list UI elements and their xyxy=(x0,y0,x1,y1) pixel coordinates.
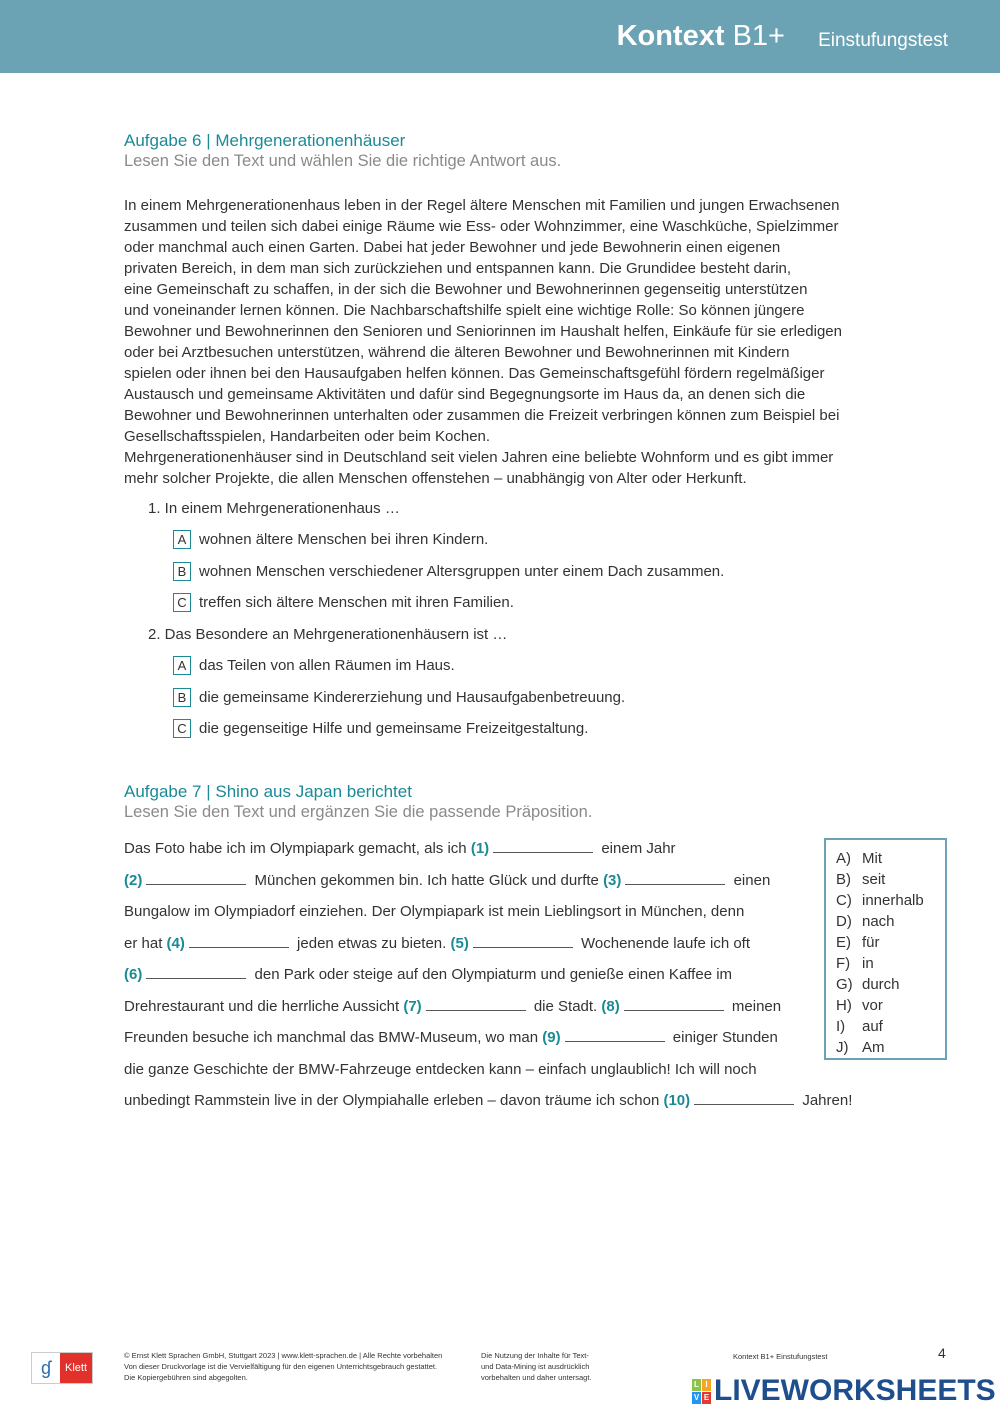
text-line: Austausch und gemeinsame Aktivitäten und dafür sind Begegnungsorte im Haus da, an denen sich die xyxy=(124,386,806,403)
checkbox[interactable]: B xyxy=(173,562,191,581)
blank-6[interactable] xyxy=(146,965,246,979)
text-line: oder manchmal auch einen Garten. Dabei hat jeder Bewohner und jede Bewohnerin einen eigenen xyxy=(124,239,781,256)
blank-9[interactable] xyxy=(565,1028,665,1042)
option-2c[interactable] xyxy=(173,719,588,738)
word-choice: A) Mit xyxy=(836,850,882,867)
text-line: spielen oder ihnen bei den Hausaufgaben helfen können. Das Gemeinschaftsgefühl fördern regelmäßiger xyxy=(124,365,825,382)
text-line: privaten Bereich, in dem man sich zurückziehen und entspannen kann. Die Grundidee besteht darin, xyxy=(124,260,792,277)
text-line: Mehrgenerationenhäuser sind in Deutschland seit vielen Jahren eine beliebte Wohnform und es gibt immer xyxy=(124,449,834,466)
word-choice: I) auf xyxy=(836,1018,883,1035)
word-choice: E) für xyxy=(836,934,880,951)
task7-instruction: Lesen Sie den Text und ergänzen Sie die passende Präposition. xyxy=(124,803,593,821)
word-choice: F) in xyxy=(836,955,874,972)
blank-2[interactable] xyxy=(146,871,246,885)
checkbox[interactable]: A xyxy=(173,530,191,549)
blank-10[interactable] xyxy=(694,1091,794,1105)
subtitle: Einstufungstest xyxy=(818,30,948,51)
text-line: Bewohner und Bewohnerinnen unterhalten oder zusammen die Freizeit verbringen können zum Beispiel bei xyxy=(124,407,840,424)
option-text: das Teilen von allen Räumen im Haus. xyxy=(199,657,455,674)
text-line: oder bei Arztbesuchen unterstützen, während die älteren Bewohner und Bewohnerinnen mit Kindern xyxy=(124,344,790,361)
word-choice: C) innerhalb xyxy=(836,892,924,909)
text-line: und voneinander lernen können. Die Nachbarschaftshilfe spielt eine wichtige Rolle: So können jüngere xyxy=(124,302,805,319)
word-choice: J) Am xyxy=(836,1039,885,1056)
word-choice: G) durch xyxy=(836,976,900,993)
copyright: © Ernst Klett Sprachen GmbH, Stuttgart 2023 | www.klett-sprachen.de | Alle Rechte vorbehalten Von dieser Druckvorlage ist die Vervielfältigung für den eigenen Unterrichtsgebrauch gestattet. Die Kopiergebühren sind abgegolten. xyxy=(124,1351,443,1382)
word-choice: H) vor xyxy=(836,997,883,1014)
task7-title: Aufgabe 7 | Shino aus Japan berichtet xyxy=(124,782,412,801)
word-choice: B) seit xyxy=(836,871,886,888)
option-text: wohnen Menschen verschiedener Altersgruppen unter einem Dach zusammen. xyxy=(199,563,725,580)
data-mining-notice: Die Nutzung der Inhalte für Text- und Data-Mining ist ausdrücklich vorbehalten und daher untersagt. xyxy=(481,1351,592,1382)
text-line: In einem Mehrgenerationenhaus leben in der Regel ältere Menschen mit Familien und jungen Erwachsenen xyxy=(124,197,840,214)
option-text: die gemeinsame Kindererziehung und Hausaufgabenbetreuung. xyxy=(199,689,626,706)
checkbox[interactable]: A xyxy=(173,656,191,675)
klett-logo: ɠ Klett xyxy=(31,1352,93,1384)
blank-5[interactable] xyxy=(473,934,573,948)
text-line: zusammen und teilen sich dabei einige Räume wie Ess- oder Wohnzimmer, eine Waschküche, Spielzimmer xyxy=(124,218,839,235)
blank-8[interactable] xyxy=(624,997,724,1011)
option-text: treffen sich ältere Menschen mit ihren Familien. xyxy=(199,594,514,611)
text-line: Bewohner und Bewohnerinnen den Senioren und Seniorinnen im Haushalt helfen, Einkäufe für sie erledigen xyxy=(124,323,842,340)
option-1c[interactable] xyxy=(173,593,514,612)
task6-text xyxy=(124,195,842,489)
blank-1[interactable] xyxy=(493,839,593,853)
option-1b[interactable] xyxy=(173,562,724,581)
text-line: mehr solcher Projekte, die allen Menschen offenstehen – unabhängig von Alter oder Herkunft. xyxy=(124,470,747,487)
option-text: die gegenseitige Hilfe und gemeinsame Freizeitgestaltung. xyxy=(199,720,589,737)
gap-text: Das Foto habe ich im Olympiapark gemacht, als ich (1) einem Jahr (2) München gekommen bin. Ich hatte Glück und durfte (3) einen Bungalow im Olympiadorf einziehen. Der Olympiapark ist mein Lieblingsort in München, denn er hat (4) jeden etwas zu bieten. (5) Wochenende laufe ich oft (6) den Park oder steige auf den Olympiaturm und genieße einen Kaffee im Drehrestaurant und die herrliche Aussicht (7) die Stadt. (8) meinen Freunden besuche ich manchmal das BMW-Museum, wo man (9) einiger Stunden die ganze Geschichte der BMW-Fahrzeuge entdecken kann – einfach unglaublich! Ich will noch unbedingt Rammstein live in der Olympiahalle erleben – davon träume ich schon (10) Jahren! xyxy=(124,840,853,1109)
checkbox[interactable]: B xyxy=(173,688,191,707)
option-2a[interactable] xyxy=(173,656,455,675)
text-line: Gesellschaftsspielen, Handarbeiten oder beim Kochen. xyxy=(124,428,491,445)
header-bar xyxy=(0,0,1000,73)
blank-7[interactable] xyxy=(426,997,526,1011)
checkbox[interactable]: C xyxy=(173,719,191,738)
option-1a[interactable] xyxy=(173,530,488,549)
task6-instruction: Lesen Sie den Text und wählen Sie die richtige Antwort aus. xyxy=(124,152,562,170)
checkbox[interactable]: C xyxy=(173,593,191,612)
liveworksheets-logo: L I V E LIVEWORKSHEETS xyxy=(693,1374,996,1407)
page-number: 4 xyxy=(938,1345,946,1361)
option-2b[interactable] xyxy=(173,688,625,707)
question-1: 1. In einem Mehrgenerationenhaus … xyxy=(148,500,400,517)
footer-product: Kontext B1+ Einstufungstest xyxy=(733,1352,828,1361)
task6-title: Aufgabe 6 | Mehrgenerationenhäuser xyxy=(124,131,406,150)
word-bank xyxy=(824,838,947,1060)
liveworksheets-icon: L I V E xyxy=(693,1379,710,1402)
word-choice: D) nach xyxy=(836,913,895,930)
product-title: Kontext B1+ xyxy=(616,20,785,52)
text-line: eine Gemeinschaft zu schaffen, in der sich die Bewohner und Bewohnerinnen gegenseitig unterstützen xyxy=(124,281,808,298)
blank-4[interactable] xyxy=(189,934,289,948)
blank-3[interactable] xyxy=(625,871,725,885)
question-2: 2. Das Besondere an Mehrgenerationenhäusern ist … xyxy=(148,626,508,643)
option-text: wohnen ältere Menschen bei ihren Kindern. xyxy=(199,531,489,548)
